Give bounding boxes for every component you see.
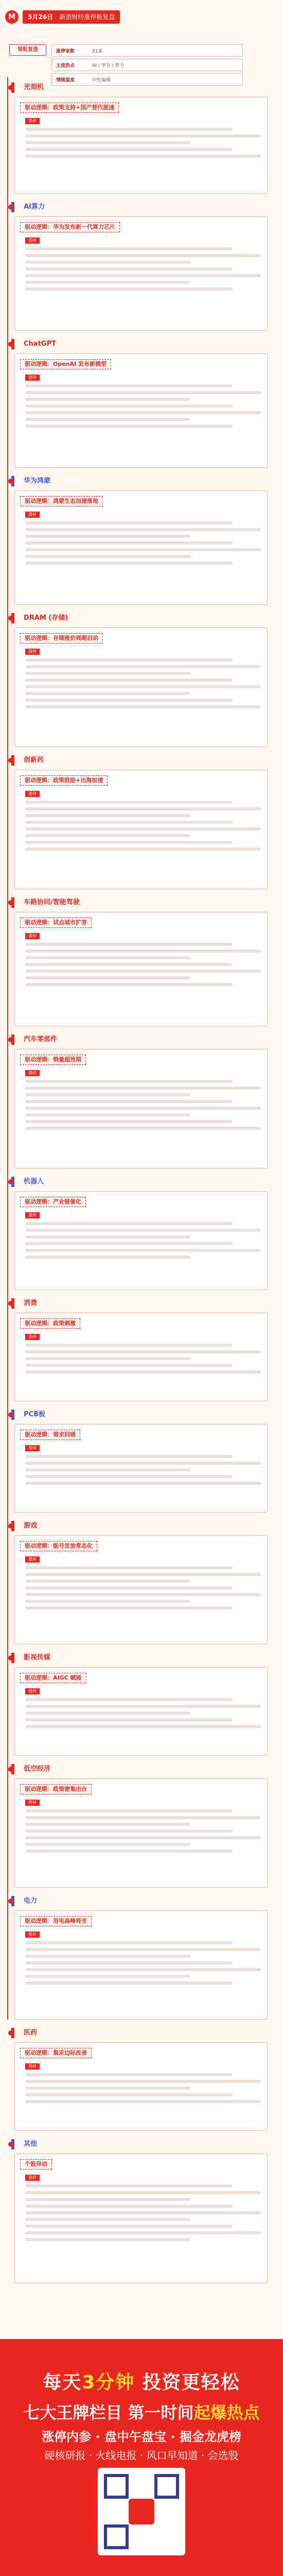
tag-row [25,649,261,655]
section-body [25,238,261,325]
text-line-placeholder [25,1344,233,1347]
text-line-placeholder [25,2205,233,2208]
section-title-text: 华为鸿蒙 [24,477,51,485]
section-title [11,1177,48,1187]
text-line-placeholder [25,1823,190,1826]
section-title [11,1653,55,1663]
timeline-spine [7,77,8,2020]
section-title-text: 汽车零部件 [24,1036,58,1043]
status-badge: 涨停 [25,2063,40,2070]
text-line-placeholder [25,425,233,428]
status-badge: 涨停 [25,791,40,797]
section-title [11,1521,41,1531]
section-title [11,613,72,623]
text-line-placeholder [25,1087,261,1090]
drive-logic: 驱动逻辑：华为发布新一代算力芯片 [20,222,120,232]
drive-logic: 驱动逻辑：需求回暖 [20,1430,80,1440]
text-line-placeholder [25,2184,233,2188]
text-line-placeholder [25,1711,190,1715]
section-title-text: 游戏 [24,1522,38,1530]
text-line-placeholder [25,528,261,531]
drive-logic: 驱动逻辑：政策密集出台 [20,1784,92,1794]
drive-logic: 驱动逻辑：产业链催化 [20,1197,86,1207]
text-line-placeholder [25,665,261,668]
footer-banner [0,2339,283,2576]
drive-logic: 驱动逻辑：政策刺激 [20,1318,80,1329]
section-body [25,1070,261,1163]
tag-row [25,791,261,797]
text-line-placeholder [25,1256,190,1259]
text-line-placeholder [25,956,190,959]
text-line-placeholder [25,679,233,682]
section-title-text: PCB板 [24,1411,45,1418]
bullet-icon [8,85,13,90]
text-line-placeholder [25,672,190,675]
text-line-placeholder [25,807,261,810]
text-line-placeholder [25,658,233,662]
text-line-placeholder [25,1586,233,1589]
text-line-placeholder [25,384,233,387]
status-badge: 涨停 [25,2175,40,2181]
bullet-icon [8,1412,13,1417]
section-body [25,933,261,1021]
section-box [14,490,268,605]
text-line-placeholder [25,535,190,538]
text-line-placeholder [25,404,233,408]
tag-row [25,1688,261,1694]
text-line-placeholder [25,418,190,421]
section-body [25,2175,261,2278]
logo: M [5,10,19,24]
section-title-text: 创新药 [24,756,44,764]
summary-key: 主流热点 [56,63,75,69]
text-line-placeholder [25,1364,233,1367]
drive-logic: 驱动逻辑：政策鼓励+出海加速 [20,775,108,786]
summary-row [51,44,243,57]
tag-row [25,238,261,244]
footer-line-2 [0,2400,283,2424]
section-title [11,2028,41,2038]
status-badge: 涨停 [25,1931,40,1938]
text-line-placeholder [25,134,261,138]
tag-row [25,1800,261,1806]
section-body [25,1334,261,1396]
summary-value: 中性偏暖 [92,77,111,83]
text-line-placeholder [25,1593,261,1596]
footer-text: 七大王牌栏目 第一时间 [23,2403,194,2422]
drive-logic: 驱动逻辑：版号发放常态化 [20,1541,97,1551]
section-box [14,353,268,468]
text-line-placeholder [25,261,190,264]
section-title-text: 光刻机 [24,83,44,91]
text-line-placeholder [25,685,261,688]
text-line-placeholder [25,1107,261,1110]
qr-logo [129,2499,154,2524]
section-title [11,2139,41,2149]
text-line-placeholder [25,1600,190,1603]
section-box [14,1535,268,1645]
text-line-placeholder [25,555,190,558]
text-line-placeholder [25,541,233,545]
text-line-placeholder [25,1705,261,1708]
section-title-text: 消费 [24,1299,38,1307]
section-title [11,1896,41,1906]
tag-row [25,933,261,939]
section-title [11,339,60,349]
text-line-placeholder [25,1955,190,1958]
subtitle: 新浪财经涨停板复盘 [59,13,115,21]
section-title [11,755,48,766]
bullet-icon [8,1037,13,1042]
tag-row [25,2063,261,2070]
footer-highlight: 起爆热点 [193,2403,260,2422]
qr-corner [104,2474,129,2499]
text-line-placeholder [25,1127,261,1130]
section-box [14,1910,268,2020]
section-box [14,1191,268,1290]
text-line-placeholder [25,1350,261,1353]
bullet-icon [8,2030,13,2036]
text-line-placeholder [25,2100,261,2103]
text-line-placeholder [25,841,233,844]
text-line-placeholder [25,2218,190,2221]
text-line-placeholder [25,1961,233,1964]
tag-row [25,1070,261,1076]
drive-logic: 个股异动 [20,2159,52,2170]
text-line-placeholder [25,391,261,394]
drive-logic: 驱动逻辑：政策支持+国产替代提速 [20,103,119,113]
date: 5月26日 [28,13,54,21]
text-line-placeholder [25,287,233,291]
section-body [25,2063,261,2125]
text-line-placeholder [25,1573,261,1576]
text-line-placeholder [25,1235,190,1239]
status-badge: 涨停 [25,512,40,518]
text-line-placeholder [25,692,190,695]
tag-row [25,1931,261,1938]
drive-logic: 驱动逻辑：AIGC 赋能 [20,1673,86,1683]
bullet-icon [8,1301,13,1306]
tag-row [25,1445,261,1451]
section-body [25,512,261,599]
text-line-placeholder [25,1455,233,1458]
footer-line-3: 涨停内参 · 盘中午盘宝 · 掘金龙虎榜 [42,2430,241,2444]
status-badge: 涨停 [25,375,40,381]
text-line-placeholder [25,1941,233,1944]
tag-row [25,375,261,381]
bullet-icon [8,1899,13,1904]
text-line-placeholder [25,1718,233,1721]
qr-corner [104,2524,129,2549]
bullet-icon [8,342,13,347]
qr-corner [154,2474,179,2499]
text-line-placeholder [25,1580,190,1583]
text-line-placeholder [25,1948,261,1951]
section-title [11,202,49,212]
status-badge: 涨停 [25,118,40,124]
section-body [25,1688,261,1750]
text-line-placeholder [25,1113,190,1116]
footer-highlight: 3分钟 [82,2372,135,2393]
text-line-placeholder [25,1475,233,1478]
section-box [14,1778,268,1888]
text-line-placeholder [25,128,233,131]
tag-row [25,1556,261,1563]
text-line-placeholder [25,1462,261,1465]
text-line-placeholder [25,411,261,414]
section-body [25,118,261,188]
status-badge: 涨停 [25,1334,40,1340]
text-line-placeholder [25,1093,190,1096]
text-line-placeholder [25,1222,233,1225]
text-line-placeholder [25,1829,233,1833]
summary-label: 领航复盘 [9,44,46,56]
section-title [11,1410,49,1420]
section-title-text: AI算力 [24,203,45,211]
bullet-icon [8,1655,13,1660]
section-box [14,2042,268,2131]
section-box [14,1313,268,1401]
text-line-placeholder [25,1249,261,1252]
bullet-icon [8,1767,13,1772]
text-line-placeholder [25,976,190,979]
footer-line-1 [0,2368,283,2394]
status-badge: 涨停 [25,1445,40,1451]
status-badge: 涨停 [25,1688,40,1694]
text-line-placeholder [25,2073,233,2076]
text-line-placeholder [25,1606,233,1609]
text-line-placeholder [25,970,261,973]
section-title-text: 机器人 [24,1178,44,1185]
section-body [25,649,261,741]
text-line-placeholder [25,1809,233,1812]
section-title-text: DRAM (存储) [24,614,68,622]
text-line-placeholder [25,1357,190,1360]
drive-logic: 驱动逻辑：OpenAI 发布新模型 [20,359,111,369]
section-title [11,897,84,908]
section-body [25,1212,261,1284]
text-line-placeholder [25,1100,233,1103]
section-box [14,770,268,889]
status-badge: 涨停 [25,1556,40,1563]
bullet-icon [8,900,13,905]
footer-text: 每天 [43,2372,82,2393]
section-title-text: 车路协同/智能驾驶 [24,899,80,906]
text-line-placeholder [25,2087,190,2090]
tag-row [25,512,261,518]
text-line-placeholder [25,1968,261,1971]
section-box [14,216,268,331]
text-line-placeholder [25,848,261,851]
text-line-placeholder [25,1566,233,1569]
status-badge: 涨停 [25,238,40,244]
section-body [25,1556,261,1639]
status-badge: 涨停 [25,933,40,939]
section-title [11,82,48,93]
summary-row [51,73,243,86]
bullet-icon [8,758,13,763]
section-title-text: 医药 [24,2029,38,2037]
section-body [25,791,261,884]
footer-text: 投资更轻松 [135,2372,240,2393]
text-line-placeholder [25,814,190,817]
drive-logic: 驱动逻辑：销量超预期 [20,1055,86,1065]
section-title [11,1298,41,1309]
text-line-placeholder [25,1843,190,1846]
section-body [25,1445,261,1507]
text-line-placeholder [25,254,261,257]
section-box [14,1667,268,1756]
text-line-placeholder [25,1482,261,1485]
summary-row [51,59,243,71]
text-line-placeholder [25,2225,233,2228]
bullet-icon [8,616,13,621]
section-body [25,375,261,462]
text-line-placeholder [25,562,233,565]
drive-logic: 驱动逻辑：用电高峰将至 [20,1916,92,1926]
text-line-placeholder [25,548,261,551]
section-box [14,1049,268,1168]
section-box [14,97,268,194]
text-line-placeholder [25,1975,190,1978]
bullet-icon [8,205,13,210]
section-title-text: 电力 [24,1897,38,1905]
section-box [14,912,268,1026]
summary-key: 情绪温度 [56,77,75,83]
section-box [14,1424,268,1513]
text-line-placeholder [25,699,233,702]
bullet-icon [8,479,13,484]
tag-row [25,118,261,124]
text-line-placeholder [25,1120,233,1123]
summary-value: 51家 [92,48,103,54]
text-line-placeholder [25,148,233,151]
section-title [11,476,55,486]
tag-row [25,2175,261,2181]
section-title-text: 影视传媒 [24,1654,51,1662]
tag-row [25,1212,261,1218]
text-line-placeholder [25,2093,233,2096]
text-line-placeholder [25,1370,261,1374]
text-line-placeholder [25,983,233,986]
text-line-placeholder [25,2191,261,2194]
text-line-placeholder [25,2198,190,2201]
text-line-placeholder [25,1850,233,1853]
text-line-placeholder [25,834,190,837]
text-line-placeholder [25,801,233,804]
section-box [14,2154,268,2283]
text-line-placeholder [25,155,261,158]
text-line-placeholder [25,521,233,524]
text-line-placeholder [25,943,233,946]
section-body [25,1800,261,1882]
qr-code[interactable] [98,2468,185,2555]
text-line-placeholder [25,2080,261,2083]
section-body [25,1931,261,2014]
bullet-icon [8,1523,13,1529]
text-line-placeholder [25,1816,261,1819]
drive-logic: 驱动逻辑：试点城市扩容 [20,918,92,928]
bullet-icon [8,1179,13,1184]
text-line-placeholder [25,1229,261,1232]
text-line-placeholder [25,2211,261,2214]
text-line-placeholder [25,281,190,284]
section-title [11,1764,55,1774]
section-title [11,1035,61,1045]
text-line-placeholder [25,247,233,250]
text-line-placeholder [25,141,190,144]
status-badge: 涨停 [25,1212,40,1218]
text-line-placeholder [25,398,190,401]
tag-row [25,1334,261,1340]
drive-logic: 驱动逻辑：集采边际改善 [20,2048,92,2058]
section-title-text: ChatGPT [24,340,56,348]
section-box [14,628,268,747]
text-line-placeholder [25,2231,261,2234]
text-line-placeholder [25,705,261,708]
text-line-placeholder [25,1698,233,1701]
status-badge: 涨停 [25,649,40,655]
status-badge: 涨停 [25,1800,40,1806]
drive-logic: 驱动逻辑：鸿蒙生态加速落地 [20,496,103,506]
text-line-placeholder [25,950,261,953]
text-line-placeholder [25,821,233,824]
text-line-placeholder [25,1836,261,1839]
header [5,6,278,30]
bullet-icon [8,2142,13,2147]
section-title-text: 低空经济 [24,1765,51,1773]
text-line-placeholder [25,1080,233,1083]
footer-line-4: 硬核研报 · 火线电报 · 风口早知道 · 会选股 [44,2449,239,2462]
summary-key: 涨停家数 [56,48,75,54]
text-line-placeholder [25,963,233,966]
summary-value: AI / 华为 / 算力 [92,63,125,69]
text-line-placeholder [25,1242,233,1245]
text-line-placeholder [25,267,233,270]
text-line-placeholder [25,274,261,277]
text-line-placeholder [25,2238,190,2241]
text-line-placeholder [25,827,261,831]
status-badge: 涨停 [25,1070,40,1076]
drive-logic: 驱动逻辑：存储涨价周期启动 [20,633,103,643]
text-line-placeholder [25,1468,190,1471]
date-title [23,10,120,24]
text-line-placeholder [25,1981,233,1985]
section-title-text: 其他 [24,2140,38,2148]
text-line-placeholder [25,1725,261,1728]
